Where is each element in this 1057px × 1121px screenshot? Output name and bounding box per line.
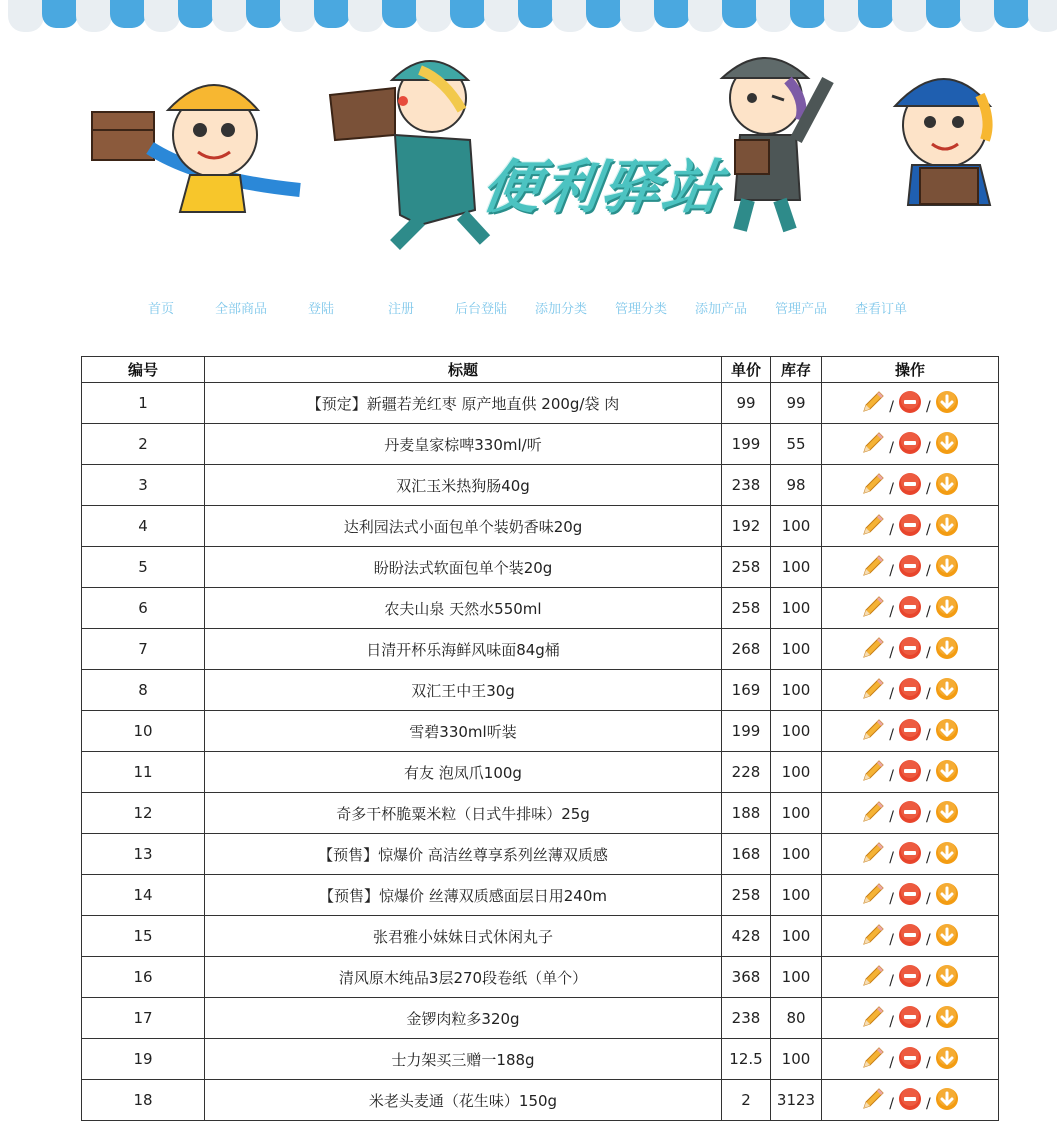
table-row	[82, 506, 999, 547]
cell-ops	[822, 670, 999, 711]
cell-title: 奇多干杯脆粟米粒（日式牛排味）25g	[205, 793, 722, 834]
nav-link-6[interactable]: 管理分类	[614, 302, 667, 317]
cell-stock: 55	[771, 424, 822, 465]
pencil-icon[interactable]	[860, 881, 886, 907]
nav-link-8[interactable]: 管理产品	[774, 302, 827, 317]
minus-circle-icon[interactable]	[897, 1086, 923, 1112]
table-row	[82, 588, 999, 629]
header-price: 单价	[722, 357, 771, 383]
cell-ops	[822, 834, 999, 875]
awning-scallop	[8, 0, 44, 32]
table-row	[82, 793, 999, 834]
awning-tooth	[994, 0, 1030, 28]
arrow-down-circle-icon[interactable]	[934, 635, 960, 661]
arrow-down-circle-icon[interactable]	[934, 512, 960, 538]
awning-tooth	[246, 0, 282, 28]
courier-teal-illustration	[330, 61, 485, 245]
cell-ops	[822, 1080, 999, 1121]
courier-grey-illustration	[722, 58, 828, 230]
cell-id: 2	[82, 424, 205, 465]
table-row	[82, 670, 999, 711]
cell-id: 3	[82, 465, 205, 506]
banner	[0, 40, 1057, 270]
ops-separator: /	[926, 1096, 931, 1112]
table-row	[82, 465, 999, 506]
awning-scallop	[144, 0, 180, 32]
cell-price: 268	[722, 629, 771, 670]
cell-id: 18	[82, 1080, 205, 1121]
cell-id: 8	[82, 670, 205, 711]
cell-title: 米老头麦通（花生味）150g	[205, 1080, 722, 1121]
cell-price: 192	[722, 506, 771, 547]
cell-price: 169	[722, 670, 771, 711]
ops-separator: /	[926, 891, 931, 907]
cell-id: 11	[82, 752, 205, 793]
minus-circle-icon[interactable]	[897, 717, 923, 743]
cell-id: 12	[82, 793, 205, 834]
pencil-icon[interactable]	[860, 1045, 886, 1071]
cell-price: 99	[722, 383, 771, 424]
minus-circle-icon[interactable]	[897, 676, 923, 702]
cell-ops	[822, 629, 999, 670]
arrow-down-circle-icon[interactable]	[934, 922, 960, 948]
awning-scallop	[280, 0, 316, 32]
cell-id: 10	[82, 711, 205, 752]
cell-ops	[822, 875, 999, 916]
pencil-icon[interactable]	[860, 512, 886, 538]
cell-price: 258	[722, 547, 771, 588]
pencil-icon[interactable]	[860, 553, 886, 579]
cell-stock: 100	[771, 506, 822, 547]
awning-tooth	[314, 0, 350, 28]
table-row	[82, 1039, 999, 1080]
ops-separator: /	[889, 727, 894, 743]
cell-title: 双汇王中王30g	[205, 670, 722, 711]
cell-id: 1	[82, 383, 205, 424]
table-row	[82, 998, 999, 1039]
cell-title: 【预售】惊爆价 高洁丝尊享系列丝薄双质感	[205, 834, 722, 875]
cell-id: 4	[82, 506, 205, 547]
header-ops: 操作	[822, 357, 999, 383]
nav-link-5[interactable]: 添加分类	[534, 302, 587, 317]
cell-ops	[822, 957, 999, 998]
cell-ops	[822, 711, 999, 752]
minus-circle-icon[interactable]	[897, 389, 923, 415]
awning-tooth	[110, 0, 146, 28]
cell-ops	[822, 793, 999, 834]
courier-yellow-illustration	[92, 85, 300, 212]
cell-price: 368	[722, 957, 771, 998]
arrow-down-circle-icon[interactable]	[934, 594, 960, 620]
ops-separator: /	[926, 850, 931, 866]
pencil-icon[interactable]	[860, 635, 886, 661]
minus-circle-icon[interactable]	[897, 594, 923, 620]
cell-title: 清风原木纯品3层270段卷纸（单个）	[205, 957, 722, 998]
awning-scallop	[76, 0, 112, 32]
awning-scallop	[484, 0, 520, 32]
cell-title: 丹麦皇家棕啤330ml/听	[205, 424, 722, 465]
cell-id: 7	[82, 629, 205, 670]
awning-decoration	[0, 0, 1057, 40]
ops-separator: /	[889, 809, 894, 825]
ops-separator: /	[926, 809, 931, 825]
cell-price: 188	[722, 793, 771, 834]
cell-ops	[822, 465, 999, 506]
awning-scallop	[824, 0, 860, 32]
cell-price: 199	[722, 424, 771, 465]
arrow-down-circle-icon[interactable]	[934, 430, 960, 456]
minus-circle-icon[interactable]	[897, 840, 923, 866]
ops-separator: /	[889, 481, 894, 497]
table-row	[82, 711, 999, 752]
pencil-icon[interactable]	[860, 389, 886, 415]
table-row	[82, 424, 999, 465]
pencil-icon[interactable]	[860, 717, 886, 743]
ops-separator: /	[889, 399, 894, 415]
arrow-down-circle-icon[interactable]	[934, 1045, 960, 1071]
cell-title: 达利园法式小面包单个装奶香味20g	[205, 506, 722, 547]
cell-id: 13	[82, 834, 205, 875]
ops-separator: /	[926, 481, 931, 497]
ops-separator: /	[889, 1096, 894, 1112]
awning-tooth	[518, 0, 554, 28]
awning-scallop	[892, 0, 928, 32]
nav-link-1[interactable]: 全部商品	[214, 302, 267, 317]
pencil-icon[interactable]	[860, 922, 886, 948]
nav-link-2[interactable]: 登陆	[307, 302, 334, 317]
cell-stock: 100	[771, 875, 822, 916]
awning-tooth	[450, 0, 486, 28]
pencil-icon[interactable]	[860, 1004, 886, 1030]
arrow-down-circle-icon[interactable]	[934, 389, 960, 415]
minus-circle-icon[interactable]	[897, 758, 923, 784]
cell-stock: 100	[771, 957, 822, 998]
ops-separator: /	[926, 727, 931, 743]
minus-circle-icon[interactable]	[897, 553, 923, 579]
ops-separator: /	[889, 973, 894, 989]
minus-circle-icon[interactable]	[897, 881, 923, 907]
cell-title: 【预售】惊爆价 丝薄双质感面层日用240m	[205, 875, 722, 916]
ops-separator: /	[889, 686, 894, 702]
arrow-down-circle-icon[interactable]	[934, 1004, 960, 1030]
table-row	[82, 1080, 999, 1121]
pencil-icon[interactable]	[860, 430, 886, 456]
nav-link-3[interactable]: 注册	[387, 302, 414, 317]
cell-ops	[822, 588, 999, 629]
nav-link-4[interactable]: 后台登陆	[454, 302, 507, 317]
site-title: 便利驿站	[477, 153, 728, 221]
ops-separator: /	[889, 563, 894, 579]
minus-circle-icon[interactable]	[897, 799, 923, 825]
pencil-icon[interactable]	[860, 840, 886, 866]
awning-scallop	[552, 0, 588, 32]
pencil-icon[interactable]	[860, 963, 886, 989]
awning-scallop	[960, 0, 996, 32]
cell-stock: 100	[771, 834, 822, 875]
cell-title: 农夫山泉 天然水550ml	[205, 588, 722, 629]
awning-tooth	[790, 0, 826, 28]
ops-separator: /	[889, 768, 894, 784]
ops-separator: /	[889, 1014, 894, 1030]
awning-tooth	[858, 0, 894, 28]
cell-stock: 100	[771, 1039, 822, 1080]
cell-price: 258	[722, 875, 771, 916]
table-row	[82, 547, 999, 588]
cell-title: 盼盼法式软面包单个装20g	[205, 547, 722, 588]
ops-separator: /	[889, 850, 894, 866]
pencil-icon[interactable]	[860, 1086, 886, 1112]
awning-tooth	[586, 0, 622, 28]
cell-id: 15	[82, 916, 205, 957]
arrow-down-circle-icon[interactable]	[934, 799, 960, 825]
minus-circle-icon[interactable]	[897, 471, 923, 497]
ops-separator: /	[926, 686, 931, 702]
table-row	[82, 916, 999, 957]
awning-tooth	[722, 0, 758, 28]
nav-link-0[interactable]: 首页	[147, 302, 174, 317]
arrow-down-circle-icon[interactable]	[934, 840, 960, 866]
ops-separator: /	[926, 973, 931, 989]
minus-circle-icon[interactable]	[897, 1004, 923, 1030]
cell-id: 16	[82, 957, 205, 998]
cell-id: 19	[82, 1039, 205, 1080]
table-header-row	[82, 357, 999, 383]
pencil-icon[interactable]	[860, 758, 886, 784]
arrow-down-circle-icon[interactable]	[934, 881, 960, 907]
cell-price: 199	[722, 711, 771, 752]
cell-title: 士力架买三赠一188g	[205, 1039, 722, 1080]
ops-separator: /	[889, 891, 894, 907]
cell-stock: 100	[771, 547, 822, 588]
ops-separator: /	[889, 604, 894, 620]
arrow-down-circle-icon[interactable]	[934, 963, 960, 989]
awning-tooth	[42, 0, 78, 28]
arrow-down-circle-icon[interactable]	[934, 758, 960, 784]
cell-id: 6	[82, 588, 205, 629]
cell-id: 17	[82, 998, 205, 1039]
ops-separator: /	[926, 1055, 931, 1071]
cell-title: 日清开杯乐海鲜风味面84g桶	[205, 629, 722, 670]
cell-title: 张君雅小妹妹日式休闲丸子	[205, 916, 722, 957]
cell-price: 168	[722, 834, 771, 875]
product-table	[81, 356, 999, 1121]
ops-separator: /	[926, 563, 931, 579]
ops-separator: /	[926, 604, 931, 620]
ops-separator: /	[889, 440, 894, 456]
awning-tooth	[178, 0, 214, 28]
cell-stock: 100	[771, 793, 822, 834]
table-row	[82, 834, 999, 875]
cell-ops	[822, 383, 999, 424]
cell-title: 【预定】新疆若羌红枣 原产地直供 200g/袋 肉	[205, 383, 722, 424]
cell-price: 12.5	[722, 1039, 771, 1080]
ops-separator: /	[889, 522, 894, 538]
cell-title: 金锣肉粒多320g	[205, 998, 722, 1039]
cell-stock: 100	[771, 670, 822, 711]
awning-tooth	[926, 0, 962, 28]
awning-scallop	[212, 0, 248, 32]
minus-circle-icon[interactable]	[897, 963, 923, 989]
cell-stock: 100	[771, 752, 822, 793]
ops-separator: /	[926, 522, 931, 538]
ops-separator: /	[889, 1055, 894, 1071]
cell-title: 有友 泡凤爪100g	[205, 752, 722, 793]
courier-blue-illustration	[895, 79, 990, 205]
awning-scallop	[1028, 0, 1057, 32]
arrow-down-circle-icon[interactable]	[934, 471, 960, 497]
table-row	[82, 629, 999, 670]
pencil-icon[interactable]	[860, 676, 886, 702]
cell-title: 双汇玉米热狗肠40g	[205, 465, 722, 506]
ops-separator: /	[926, 1014, 931, 1030]
awning-tooth	[382, 0, 418, 28]
header-title: 标题	[205, 357, 722, 383]
cell-price: 238	[722, 465, 771, 506]
cell-ops	[822, 424, 999, 465]
header-stock: 库存	[771, 357, 822, 383]
cell-stock: 100	[771, 588, 822, 629]
minus-circle-icon[interactable]	[897, 512, 923, 538]
cell-stock: 3123	[771, 1080, 822, 1121]
table-row	[82, 957, 999, 998]
arrow-down-circle-icon[interactable]	[934, 1086, 960, 1112]
cell-stock: 100	[771, 629, 822, 670]
minus-circle-icon[interactable]	[897, 922, 923, 948]
cell-ops	[822, 547, 999, 588]
awning-scallop	[688, 0, 724, 32]
minus-circle-icon[interactable]	[897, 1045, 923, 1071]
arrow-down-circle-icon[interactable]	[934, 553, 960, 579]
cell-id: 14	[82, 875, 205, 916]
cell-ops	[822, 998, 999, 1039]
cell-stock: 98	[771, 465, 822, 506]
minus-circle-icon[interactable]	[897, 635, 923, 661]
nav-link-9[interactable]: 查看订单	[854, 302, 907, 317]
awning-scallop	[416, 0, 452, 32]
cell-id: 5	[82, 547, 205, 588]
cell-price: 228	[722, 752, 771, 793]
table-row	[82, 752, 999, 793]
table-row	[82, 383, 999, 424]
cell-stock: 100	[771, 916, 822, 957]
cell-stock: 80	[771, 998, 822, 1039]
ops-separator: /	[926, 932, 931, 948]
cell-stock: 100	[771, 711, 822, 752]
awning-scallop	[620, 0, 656, 32]
ops-separator: /	[889, 932, 894, 948]
ops-separator: /	[926, 440, 931, 456]
ops-separator: /	[926, 645, 931, 661]
cell-price: 238	[722, 998, 771, 1039]
cell-ops	[822, 916, 999, 957]
ops-separator: /	[926, 399, 931, 415]
nav-link-7[interactable]: 添加产品	[694, 302, 747, 317]
cell-price: 2	[722, 1080, 771, 1121]
pencil-icon[interactable]	[860, 594, 886, 620]
cell-stock: 99	[771, 383, 822, 424]
awning-tooth	[654, 0, 690, 28]
pencil-icon[interactable]	[860, 799, 886, 825]
awning-scallop	[756, 0, 792, 32]
ops-separator: /	[889, 645, 894, 661]
cell-price: 428	[722, 916, 771, 957]
ops-separator: /	[926, 768, 931, 784]
cell-ops	[822, 1039, 999, 1080]
minus-circle-icon[interactable]	[897, 430, 923, 456]
cell-ops	[822, 506, 999, 547]
cell-ops	[822, 752, 999, 793]
cell-price: 258	[722, 588, 771, 629]
cell-title: 雪碧330ml听装	[205, 711, 722, 752]
arrow-down-circle-icon[interactable]	[934, 717, 960, 743]
table-row	[82, 875, 999, 916]
awning-scallop	[348, 0, 384, 32]
header-id: 编号	[82, 357, 205, 383]
pencil-icon[interactable]	[860, 471, 886, 497]
arrow-down-circle-icon[interactable]	[934, 676, 960, 702]
